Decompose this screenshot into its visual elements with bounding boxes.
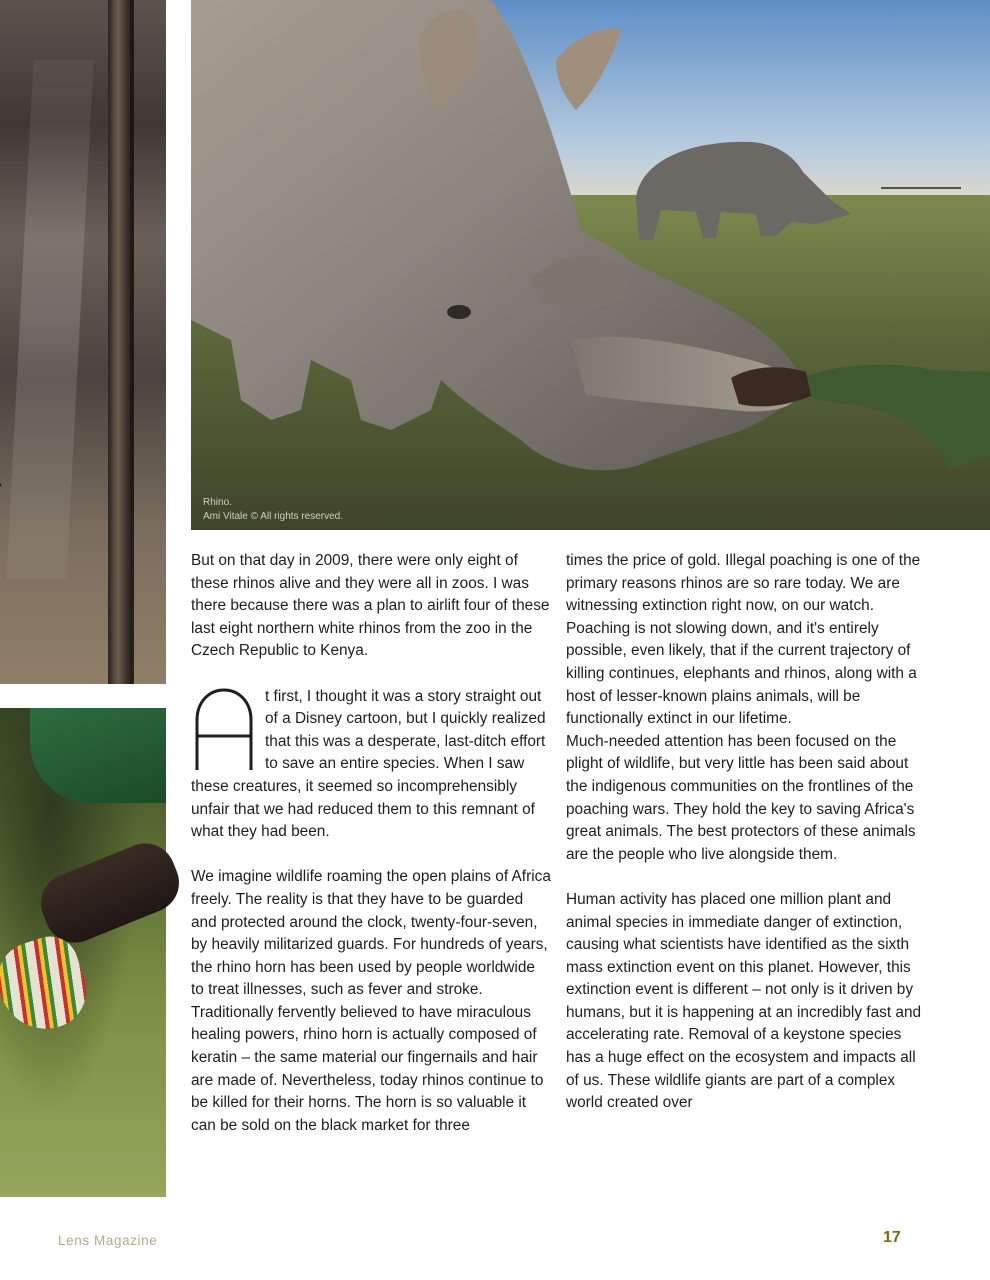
article-paragraph: We imagine wildlife roaming the open plains of Africa freely. The reality is that they have to be guarded and protected around the clock, twenty-four-seven, by heavily militarized guards. For hundreds of years, the rhino horn has been used by people worldwide to treat illnesses, such as fever and stroke. Traditionally fervently believed to have miraculous healing powers, rhino horn is actually composed of keratin – the same material our fingernails and hair are made of. Nevertheless, today rhinos continue to be killed for their horns. The horn is so valuable it can be sold on the black market for three [191,868,551,1134]
article-paragraph-dropcap [191,686,551,844]
rhino-photo [191,0,990,530]
dropcap-paragraph-text: t first, I thought it was a story straight out of a Disney cartoon, but I quickly realized that this was a desperate, last-ditch effort to save an entire species. When I saw these creatures, it seemed so incomprehensibly unfair that we had reduced them to this remnant of what they had been. [191,687,546,841]
rhino-illustration [191,0,990,530]
magazine-name: Lens Magazine [58,1233,158,1248]
side-photo-top [0,0,166,684]
article-paragraph: Much-needed attention has been focused on the plight of wildlife, but very little has been said about the indigenous communities on the frontlines of the poaching wars. They hold the key to saving Africa's great animals. The best protectors of these animals are the people who live alongside them. [566,732,916,863]
photo-caption-title: Rhino. [203,497,232,508]
side-photo-bottom [0,708,166,1197]
article-right-column [566,550,926,1115]
photo-beaded-bracelets [0,929,96,1041]
photo-caption-credit: Ami Vitale © All rights reserved. [203,511,344,522]
photo-rail [108,0,130,684]
photo-caption [203,496,343,524]
article-paragraph: But on that day in 2009, there were only eight of these rhinos alive and they were all in zoos. I was there because there was a plan to airlift four of these last eight northern white rhinos from the zoo in the Czech Republic to Kenya. [191,552,550,660]
page-number: 17 [883,1229,901,1246]
article-paragraph: Poaching is not slowing down, and it's entirely possible, even likely, that if the current trajectory of killing continues, elephants and rhinos, along with a host of lesser-known plains animals, will be functionally extinct in our lifetime. [566,619,917,728]
photo-cloth [30,708,166,803]
photo-texture [6,60,93,580]
article-paragraph: Human activity has placed one million plant and animal species in immediate danger of extinction, causing what scientists have identified as the sixth mass extinction event on this planet. However, this extinction event is different – not only is it driven by humans, but it is happening at an incredibly fast and accelerating rate. Removal of a keystone species has a huge effect on the ecosystem and impacts all of us. These wildlife giants are part of a complex world created over [566,890,922,1112]
article-paragraph: times the price of gold. Illegal poaching is one of the primary reasons rhinos are so rare today. We are witnessing extinction right now, on our watch. [566,552,921,615]
article-left-column [191,550,551,1137]
dropcap-letter-a [191,686,257,770]
photo-leg [32,834,188,951]
